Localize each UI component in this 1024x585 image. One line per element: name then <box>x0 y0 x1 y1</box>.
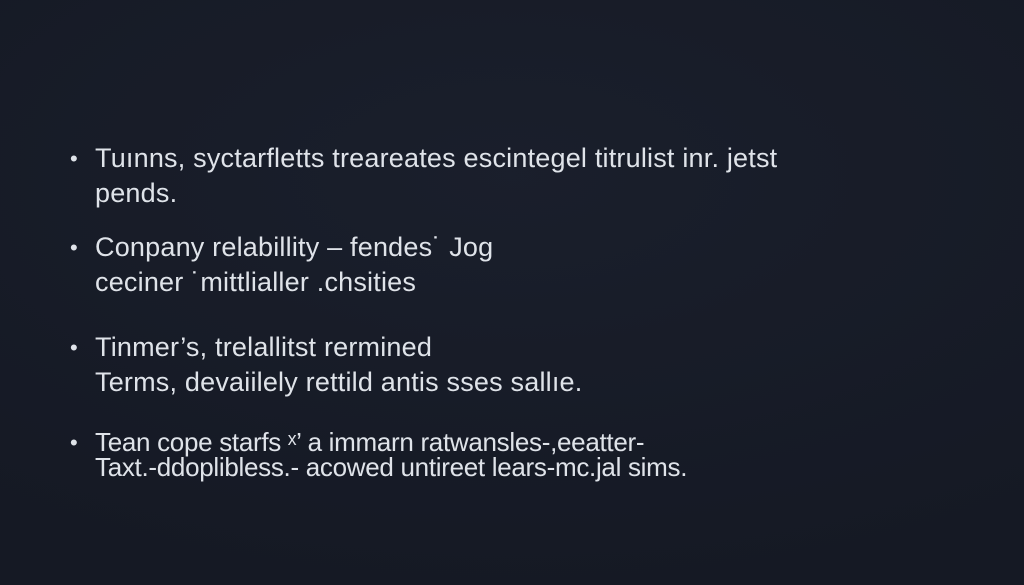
bullet-dot-icon: • <box>70 146 78 171</box>
bullet-item <box>70 427 964 482</box>
bullet-text <box>95 230 493 300</box>
bullet-line: Terms, devaiilely rettild antis sses sallıe. <box>95 367 583 397</box>
bullet-dot-icon: • <box>70 335 78 360</box>
bullet-line: Tinmer’s, trelallitst rermined <box>95 332 433 362</box>
bullet-dot-icon: • <box>70 235 78 260</box>
bullet-text <box>95 141 777 211</box>
bullet-line: Tean cope starfs ˣ’ a immarn ratwansles-,eeatter- <box>95 427 645 457</box>
bullet-list <box>70 141 964 480</box>
bullet-item <box>70 230 964 300</box>
bullet-line: Taxt.-ddoplibless.- acowed untireet lears-mc.jal sims. <box>95 452 688 482</box>
bullet-line: ceciner ˙mittlialler .chsities <box>95 267 417 297</box>
bullet-item <box>70 141 964 211</box>
bullet-text <box>95 330 582 400</box>
bullet-text <box>95 427 688 482</box>
bullet-line: pends. <box>95 178 178 208</box>
bullet-dot-icon: • <box>70 430 78 455</box>
bullet-item <box>70 330 964 400</box>
bullet-line: Conpany relabillity – fendes˙ Jog <box>95 232 494 262</box>
bullet-line: Tuınns, syctarfletts treareates escintegel titrulist inr. jetst <box>95 143 778 173</box>
